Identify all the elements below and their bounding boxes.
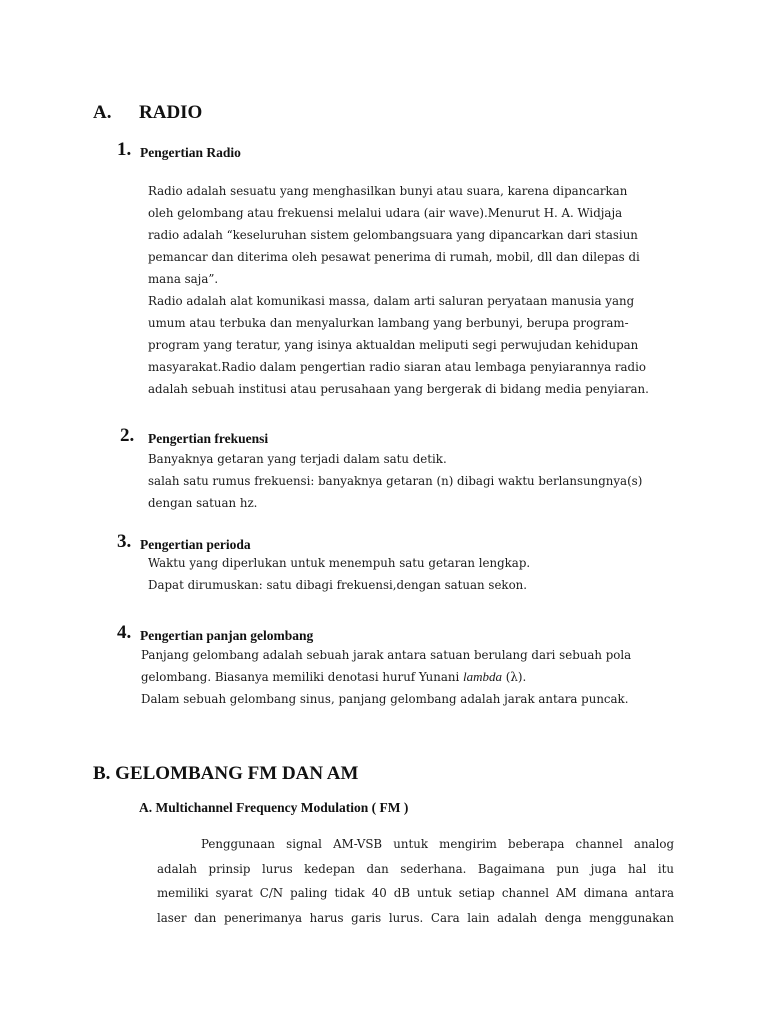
section-a-heading: [93, 102, 202, 124]
body-line: radio adalah “keseluruhan sistem gelombangsuara yang dipancarkan dari stasiun: [148, 228, 638, 242]
body-text: gelombang. Biasanya memiliki denotasi huruf Yunani: [141, 670, 464, 684]
section-b-subtitle: A. Multichannel Frequency Modulation ( FM ): [139, 800, 409, 815]
body-line: pemancar dan diterima oleh pesawat penerima di rumah, mobil, dll dan dilepas di: [148, 250, 640, 264]
body-text: (λ).: [502, 670, 527, 684]
body-line: Banyaknya getaran yang terjadi dalam satu detik.: [148, 452, 447, 466]
body-line: [141, 666, 631, 688]
body-line: umum atau terbuka dan menyalurkan lambang yang berbunyi, berupa program-: [148, 316, 629, 330]
item-4-title: Pengertian panjan gelombang: [140, 628, 314, 643]
body-line: Radio adalah sesuatu yang menghasilkan bunyi atau suara, karena dipancarkan: [148, 184, 628, 198]
body-line: program yang teratur, yang isinya aktualdan meliputi segi perwujudan kehidupan: [148, 338, 639, 352]
section-b-heading: B. GELOMBANG FM DAN AM: [93, 763, 359, 784]
paragraph-line: Penggunaan signal AM-VSB untuk mengirim beberapa channel analog: [201, 837, 674, 851]
paragraph-line: laser dan penerimanya harus garis lurus. Cara lain adalah denga menggunakan: [157, 910, 674, 925]
body-line: adalah sebuah institusi atau perusahaan yang bergerak di bidang media penyiaran.: [148, 382, 649, 396]
body-line: Waktu yang diperlukan untuk menempuh satu getaran lengkap.: [148, 556, 531, 570]
body-line: mana saja”.: [148, 272, 219, 286]
item-1-body: [148, 180, 649, 400]
item-3-body: [148, 552, 530, 596]
item-2-body: [148, 448, 642, 514]
section-a-title: RADIO: [139, 102, 203, 123]
item-2-number: 2.: [120, 425, 135, 446]
item-3-number: 3.: [117, 531, 132, 552]
body-line: Dalam sebuah gelombang sinus, panjang gelombang adalah jarak antara puncak.: [141, 692, 629, 706]
item-1-title: Pengertian Radio: [140, 145, 241, 160]
body-line: masyarakat.Radio dalam pengertian radio siaran atau lembaga penyiarannya radio: [148, 360, 646, 374]
item-4-body: [141, 644, 631, 710]
item-1-number: 1.: [117, 139, 132, 160]
section-b-paragraph: [157, 832, 674, 930]
section-a-letter: A.: [93, 102, 112, 123]
item-4-number: 4.: [117, 622, 132, 643]
body-line: dengan satuan hz.: [148, 496, 258, 510]
body-line: Dapat dirumuskan: satu dibagi frekuensi,dengan satuan sekon.: [148, 578, 528, 592]
paragraph-line: memiliki syarat C/N paling tidak 40 dB untuk setiap channel AM dimana antara: [157, 886, 674, 900]
body-line: oleh gelombang atau frekuensi melalui udara (air wave).Menurut H. A. Widjaja: [148, 206, 623, 220]
body-line: Panjang gelombang adalah sebuah jarak antara satuan berulang dari sebuah pola: [141, 648, 632, 662]
paragraph-line: adalah prinsip lurus kedepan dan sederhana. Bagaimana pun juga hal itu: [157, 861, 674, 876]
lambda-italic: lambda: [463, 669, 503, 684]
body-line: salah satu rumus frekuensi: banyaknya getaran (n) dibagi waktu berlansungnya(s): [148, 474, 643, 488]
item-3-title: Pengertian perioda: [140, 537, 251, 552]
item-2-title: Pengertian frekuensi: [148, 431, 269, 446]
body-line: Radio adalah alat komunikasi massa, dalam arti saluran peryataan manusia yang: [148, 294, 635, 308]
